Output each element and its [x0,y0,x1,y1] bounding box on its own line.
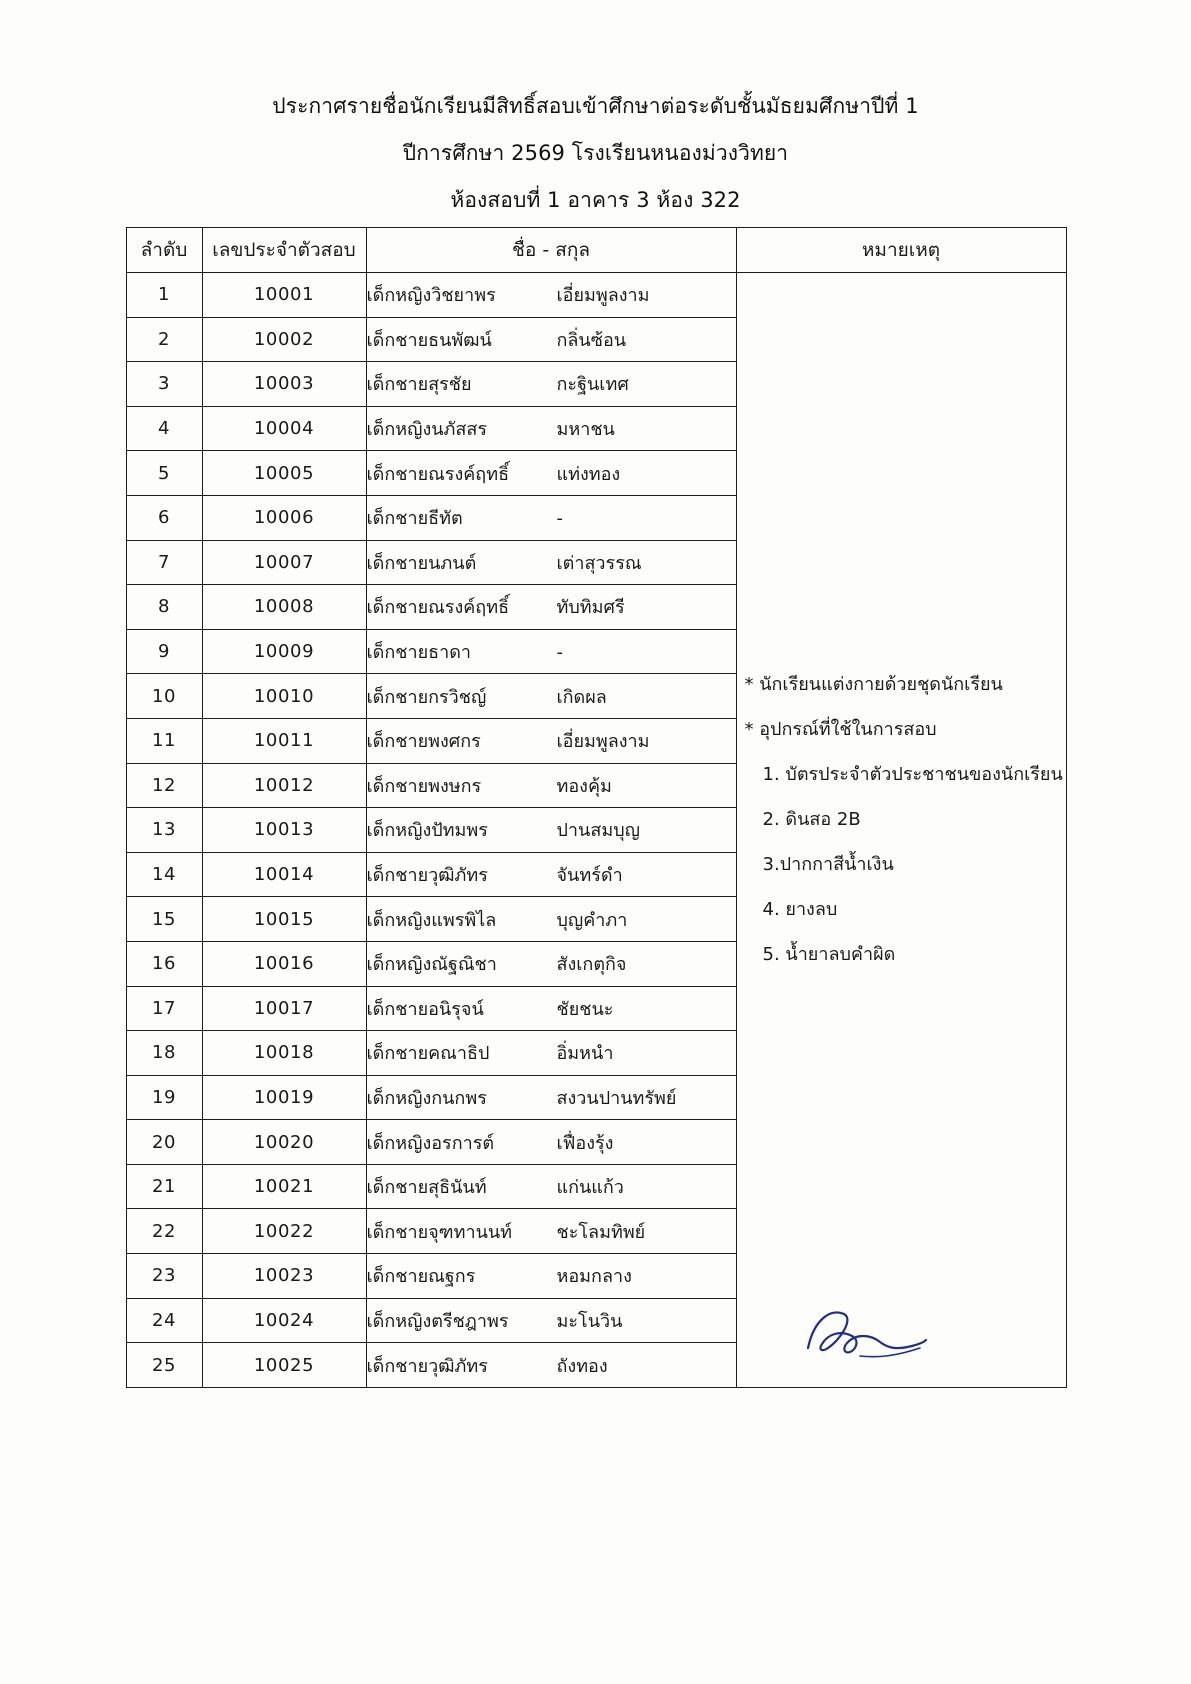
cell-sequence: 3 [126,362,202,407]
column-header-name: ชื่อ - สกุล [366,228,736,273]
surname: อิ่มหนำ [556,1043,614,1065]
name-row [367,548,736,577]
given-name: เด็กชายอนิรุจน์ [366,998,484,1020]
cell-sequence: 7 [126,540,202,585]
cell-sequence: 1 [126,273,202,318]
surname: เอี่ยมพูลงาม [556,731,650,753]
name-row [367,771,736,800]
name-row [367,726,736,755]
cell-full-name [366,897,736,942]
surname: เฟื่องรุ้ง [556,1132,614,1154]
cell-sequence: 16 [126,941,202,986]
page-title-line-3: ห้องสอบที่ 1 อาคาร 3 ห้อง 322 [450,188,741,212]
cell-full-name [366,1209,736,1254]
cell-sequence: 21 [126,1164,202,1209]
cell-sequence: 13 [126,808,202,853]
given-name: เด็กหญิงตรีชฎาพร [366,1310,509,1332]
document-header [0,0,1191,211]
cell-exam-code: 10004 [202,406,366,451]
given-name: เด็กชายสุรชัย [366,374,472,396]
cell-full-name [366,1120,736,1165]
given-name: เด็กหญิงวิชยาพร [366,285,496,307]
surname: ปานสมบุญ [556,820,640,842]
cell-sequence: 2 [126,317,202,362]
cell-sequence: 12 [126,763,202,808]
given-name: เด็กชายณรงค์ฤทธิ์ [366,463,510,485]
cell-full-name [366,406,736,451]
page-title-line-2: ปีการศึกษา 2569 โรงเรียนหนองม่วงวิทยา [402,141,789,165]
surname: แก่นแก้ว [556,1177,624,1199]
surname: มหาชน [556,419,615,441]
table-header-row [126,228,1066,273]
note-item: 3.ปากกาสีน้ำเงิน [762,854,894,876]
surname: - [556,642,563,664]
cell-full-name [366,674,736,719]
surname: บุญคำภา [556,909,628,931]
name-row [367,1038,736,1067]
name-row [367,459,736,488]
cell-full-name [366,763,736,808]
given-name: เด็กชายพงศกร [366,731,481,753]
cell-sequence: 4 [126,406,202,451]
name-row [367,682,736,711]
name-row [367,280,736,309]
name-row [367,369,736,398]
cell-sequence: 15 [126,897,202,942]
cell-exam-code: 10022 [202,1209,366,1254]
cell-sequence: 25 [126,1343,202,1388]
cell-sequence: 14 [126,852,202,897]
name-row [367,1306,736,1335]
given-name: เด็กหญิงแพรพิไล [366,909,497,931]
cell-full-name [366,986,736,1031]
cell-full-name [366,1075,736,1120]
cell-exam-code: 10025 [202,1343,366,1388]
cell-exam-code: 10019 [202,1075,366,1120]
cell-sequence: 24 [126,1298,202,1343]
column-header-note: หมายเหตุ [736,228,1066,273]
cell-exam-code: 10011 [202,718,366,763]
surname: แท่งทอง [556,463,621,485]
cell-exam-code: 10009 [202,629,366,674]
cell-exam-code: 10010 [202,674,366,719]
cell-exam-code: 10023 [202,1254,366,1299]
surname: จันทร์ดำ [556,865,623,887]
cell-sequence: 8 [126,585,202,630]
note-item: * อุปกรณ์ที่ใช้ในการสอบ [744,719,937,741]
note-item: 1. บัตรประจำตัวประชาชนของนักเรียน [762,764,1063,786]
cell-exam-code: 10012 [202,763,366,808]
name-row [367,905,736,934]
surname: สังเกตุกิจ [556,954,627,976]
surname: เต่าสุวรรณ [556,552,642,574]
surname: ชัยชนะ [556,998,614,1020]
given-name: เด็กชายกรวิชญ์ [366,686,487,708]
given-name: เด็กหญิงกนกพร [366,1087,487,1109]
name-row [367,949,736,978]
cell-full-name [366,495,736,540]
name-row [367,1217,736,1246]
column-header-seq: ลำดับ [126,228,202,273]
surname: - [556,508,563,530]
cell-full-name [366,585,736,630]
cell-full-name [366,1164,736,1209]
name-row [367,994,736,1023]
name-row [367,1083,736,1112]
given-name: เด็กชายจุฑทานนท์ [366,1221,513,1243]
cell-sequence: 18 [126,1031,202,1076]
cell-exam-code: 10018 [202,1031,366,1076]
cell-full-name [366,1031,736,1076]
cell-full-name [366,718,736,763]
note-item: * นักเรียนแต่งกายด้วยชุดนักเรียน [744,674,1003,696]
cell-sequence: 5 [126,451,202,496]
name-row [367,1172,736,1201]
name-row [367,1351,736,1380]
cell-full-name [366,1298,736,1343]
given-name: เด็กชายธนพัฒน์ [366,329,492,351]
surname: สงวนปานทรัพย์ [556,1087,677,1109]
cell-sequence: 6 [126,495,202,540]
surname: กลิ่นซ้อน [556,329,627,351]
name-row [367,325,736,354]
table-row [126,273,1066,318]
surname: มะโนวิน [556,1310,623,1332]
given-name: เด็กชายณรงค์ฤทธิ์ [366,597,510,619]
surname: กะฐินเทศ [556,374,629,396]
cell-exam-code: 10008 [202,585,366,630]
given-name: เด็กชายณฐกร [366,1266,476,1288]
given-name: เด็กชายสุธินันท์ [366,1177,487,1199]
name-row [367,1261,736,1290]
cell-full-name [366,273,736,318]
cell-sequence: 19 [126,1075,202,1120]
cell-sequence: 11 [126,718,202,763]
cell-exam-code: 10013 [202,808,366,853]
cell-full-name [366,1343,736,1388]
note-item: 2. ดินสอ 2B [762,809,861,831]
surname: ชะโลมทิพย์ [556,1221,646,1243]
cell-exam-code: 10005 [202,451,366,496]
cell-sequence: 17 [126,986,202,1031]
cell-exam-code: 10024 [202,1298,366,1343]
given-name: เด็กชายคณาธิป [366,1043,490,1065]
name-row [367,414,736,443]
note-item: 5. น้ำยาลบคำผิด [762,944,896,966]
cell-full-name [366,362,736,407]
cell-exam-code: 10006 [202,495,366,540]
cell-full-name [366,1254,736,1299]
cell-sequence: 9 [126,629,202,674]
roster-table-wrapper [126,227,1066,1388]
cell-exam-code: 10002 [202,317,366,362]
cell-sequence: 22 [126,1209,202,1254]
surname: หอมกลาง [556,1266,632,1288]
cell-sequence: 20 [126,1120,202,1165]
page-title-line-1: ประกาศรายชื่อนักเรียนมีสิทธิ์สอบเข้าศึกษาต่อระดับชั้นมัธยมศึกษาปีที่ 1 [272,94,919,118]
cell-sequence: 10 [126,674,202,719]
cell-full-name [366,540,736,585]
name-row [367,503,736,532]
given-name: เด็กหญิงอรการต์ [366,1132,495,1154]
cell-exam-code: 10021 [202,1164,366,1209]
note-item: 4. ยางลบ [762,899,838,921]
cell-full-name [366,941,736,986]
cell-exam-code: 10007 [202,540,366,585]
given-name: เด็กชายวุฒิภัทร [366,865,488,887]
cell-exam-code: 10015 [202,897,366,942]
name-row [367,592,736,621]
given-name: เด็กหญิงณัฐณิชา [366,954,497,976]
surname: เอี่ยมพูลงาม [556,285,650,307]
table-header [126,228,1066,273]
table-body [126,273,1066,1388]
given-name: เด็กหญิงปัทมพร [366,820,488,842]
name-row [367,860,736,889]
cell-exam-code: 10003 [202,362,366,407]
column-header-code: เลขประจำตัวสอบ [202,228,366,273]
notes-list [737,668,1066,964]
cell-sequence: 23 [126,1254,202,1299]
cell-exam-code: 10001 [202,273,366,318]
name-row [367,815,736,844]
name-row [367,1128,736,1157]
surname: เกิดผล [556,686,607,708]
cell-full-name [366,852,736,897]
student-roster-table [126,227,1067,1388]
cell-exam-code: 10017 [202,986,366,1031]
cell-full-name [366,808,736,853]
cell-full-name [366,629,736,674]
surname: ทับทิมศรี [556,597,625,619]
cell-exam-code: 10014 [202,852,366,897]
given-name: เด็กชายธีทัต [366,508,463,530]
given-name: เด็กชายนภนต์ [366,552,477,574]
cell-exam-code: 10016 [202,941,366,986]
surname: ถังทอง [556,1355,608,1377]
given-name: เด็กชายธาดา [366,642,472,664]
cell-exam-code: 10020 [202,1120,366,1165]
given-name: เด็กหญิงนภัสสร [366,419,488,441]
cell-full-name [366,451,736,496]
surname: ทองคุ้ม [556,775,612,797]
name-row [367,637,736,666]
given-name: เด็กชายวุฒิภัทร [366,1355,488,1377]
cell-notes [736,273,1066,1388]
given-name: เด็กชายพงษกร [366,775,482,797]
cell-full-name [366,317,736,362]
